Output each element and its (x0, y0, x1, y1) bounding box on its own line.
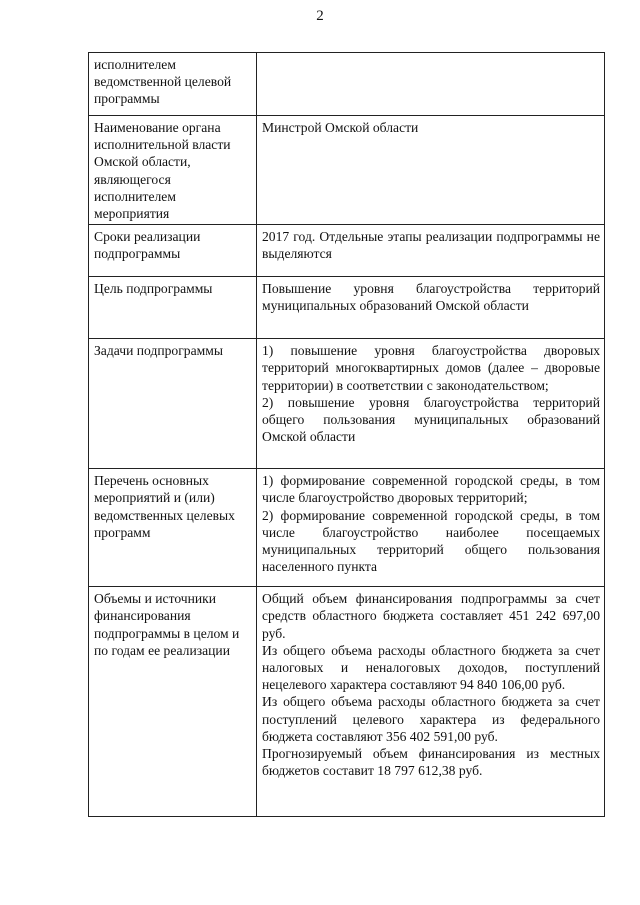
funding-paragraph: Общий объем финансирования подпрограммы за счет средств областного бюджета составляет 451 242 697,00 руб. (262, 591, 600, 641)
row-label: Цель подпрограммы (89, 277, 257, 339)
row-label: исполнителем ведомственной целевой программы (89, 53, 257, 116)
row-value (257, 339, 605, 469)
table-row (89, 225, 605, 277)
table-row (89, 277, 605, 339)
measure-item: 1) формирование современной городской среды, в том числе благоустройство дворовых территорий; (262, 473, 600, 506)
row-value: Минстрой Омской области (257, 116, 605, 225)
table-row (89, 587, 605, 817)
funding-paragraph: Из общего объема расходы областного бюджета за счет поступлений целевого характера из федерального бюджета составляют 356 402 591,00 руб. (262, 694, 600, 744)
table-row (89, 339, 605, 469)
table-row (89, 53, 605, 116)
row-label: Сроки реализации подпрограммы (89, 225, 257, 277)
table-row (89, 116, 605, 225)
row-value: 2017 год. Отдельные этапы реализации подпрограммы не выделяются (257, 225, 605, 277)
row-value: Повышение уровня благоустройства территорий муниципальных образований Омской области (257, 277, 605, 339)
row-label: Объемы и источники финансирования подпрограммы в целом и по годам ее реализации (89, 587, 257, 817)
row-label: Наименование органа исполнительной власти Омской области, являющегося исполнителем мероприятия (89, 116, 257, 225)
funding-paragraph: Прогнозируемый объем финансирования из местных бюджетов составит 18 797 612,38 руб. (262, 746, 600, 779)
row-value (257, 587, 605, 817)
row-label: Задачи подпрограммы (89, 339, 257, 469)
row-value (257, 469, 605, 587)
table-row (89, 469, 605, 587)
page-number: 2 (316, 8, 324, 24)
task-item: 2) повышение уровня благоустройства территорий общего пользования муниципальных образований Омской области (262, 394, 600, 445)
row-label: Перечень основных мероприятий и (или) ведомственных целевых программ (89, 469, 257, 587)
subprogram-passport-table (88, 52, 605, 817)
measure-item: 2) формирование современной городской среды, в том числе благоустройство наиболее посещаемых муниципальных территорий общего пользования населенного пункта (262, 507, 600, 575)
row-value (257, 53, 605, 116)
funding-paragraph: Из общего объема расходы областного бюджета за счет налоговых и неналоговых доходов, поступлений нецелевого характера составляют 94 840 106,00 руб. (262, 642, 600, 693)
task-item: 1) повышение уровня благоустройства дворовых территорий многоквартирных домов (далее – дворовые территории) в соответствии с законодательством; (262, 343, 600, 393)
